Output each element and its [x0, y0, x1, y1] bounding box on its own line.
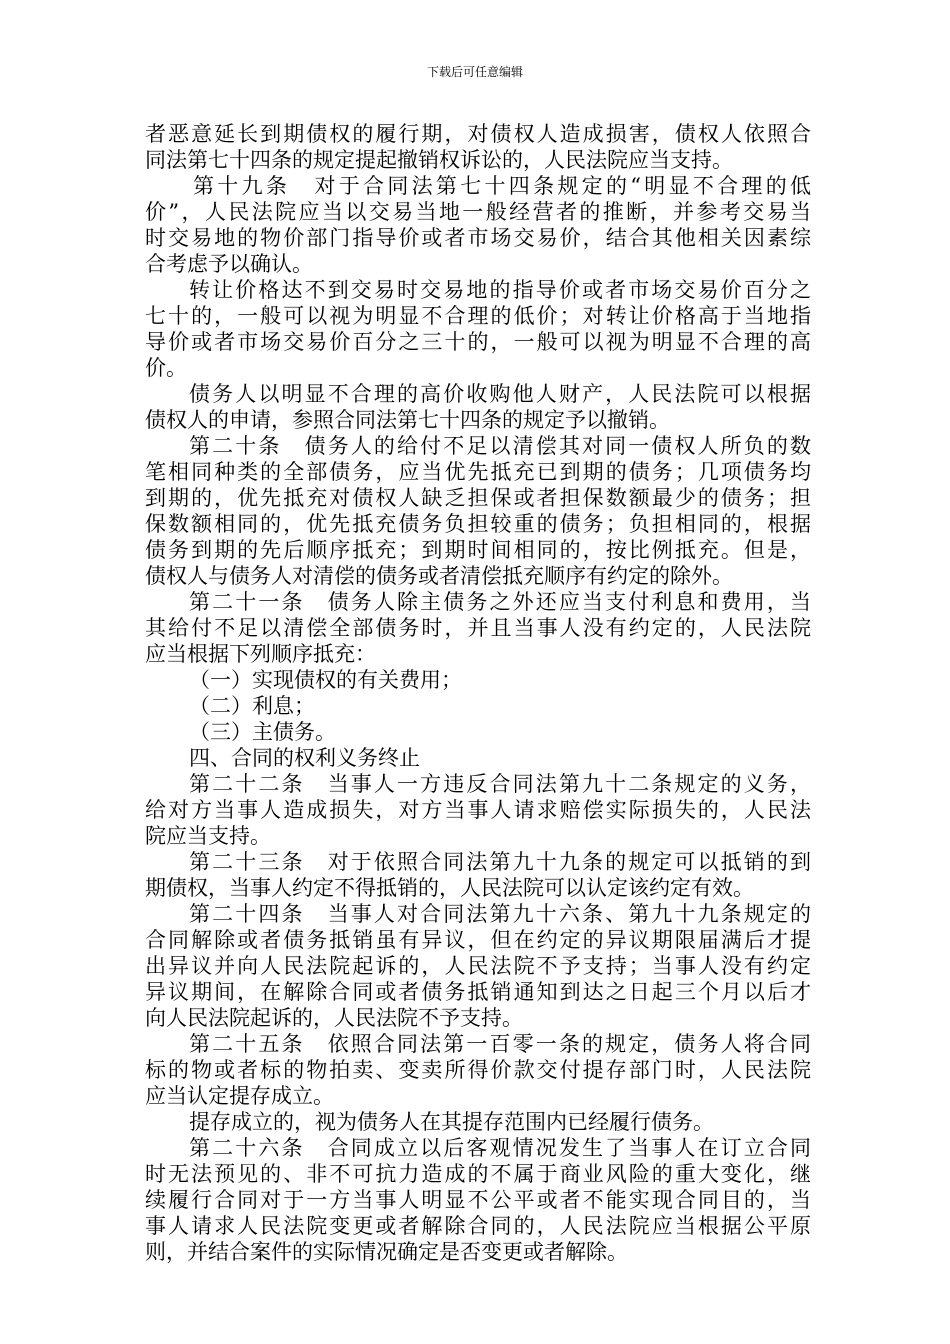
list-item — [145, 667, 811, 693]
text-line: 转让价格达不到交易时交易地的指导价或者市场交易价百分之 — [189, 278, 811, 302]
text-line: 债权人的申请，参照合同法第七十四条的规定予以撤销。 — [145, 408, 670, 432]
text-line: 异议期间，在解除合同或者债务抵销通知到达之日起三个月以后才 — [145, 980, 811, 1004]
text-line: 应当认定提存成立。 — [145, 1084, 334, 1108]
text-line: 者恶意延长到期债权的履行期，对债权人造成损害，债权人依照合 — [145, 122, 811, 146]
list-item — [145, 719, 811, 745]
text-line: 提存成立的，视为债务人在其提存范围内已经履行债务。 — [189, 1110, 714, 1134]
text-line: 标的物或者标的物拍卖、变卖所得价款交付提存部门时，人民法院 — [145, 1058, 811, 1082]
text-line: （一）实现债权的有关费用； — [189, 668, 462, 692]
text-line: 第二十一条 债务人除主债务之外还应当支付利息和费用，当 — [189, 590, 811, 614]
paragraph — [145, 381, 811, 433]
text-line: 合同解除或者债务抵销虽有异议，但在约定的异议期限届满后才提 — [145, 928, 811, 952]
paragraph — [145, 277, 811, 381]
paragraph — [145, 121, 811, 173]
text-line: 续履行合同对于一方当事人明显不公平或者不能实现合同目的，当 — [145, 1188, 811, 1212]
text-line: 第十九条 对于合同法第七十四条规定的“明显不合理的低 — [193, 174, 811, 198]
text-line: 七十的，一般可以视为明显不合理的低价；对转让价格高于当地指 — [145, 304, 811, 328]
article-25 — [145, 1031, 811, 1109]
paragraph — [145, 1109, 811, 1135]
text-line: 时交易地的物价部门指导价或者市场交易价，结合其他相关因素综 — [145, 226, 811, 250]
section-heading — [145, 745, 811, 771]
page-header-note: 下载后可任意编辑 — [426, 65, 523, 79]
text-line: 向人民法院起诉的，人民法院不予支持。 — [145, 1006, 523, 1030]
text-line: 给对方当事人造成损失，对方当事人请求赔偿实际损失的，人民法 — [145, 798, 811, 822]
text-line: （二）利息； — [189, 694, 315, 718]
text-line: 第二十四条 当事人对合同法第九十六条、第九十九条规定的 — [189, 902, 811, 926]
document-body — [145, 121, 811, 1265]
text-line: 第二十二条 当事人一方违反合同法第九十二条规定的义务， — [189, 772, 811, 796]
text-line: 笔相同种类的全部债务，应当优先抵充已到期的债务；几项债务均 — [145, 460, 811, 484]
text-line: 价。 — [145, 356, 187, 380]
text-line: 院应当支持。 — [145, 824, 271, 848]
text-line: （三）主债务。 — [189, 720, 336, 744]
article-26 — [145, 1135, 811, 1265]
article-23 — [145, 849, 811, 901]
text-line: 第二十六条 合同成立以后客观情况发生了当事人在订立合同 — [189, 1136, 811, 1160]
text-line: 则，并结合案件的实际情况确定是否变更或者解除。 — [145, 1240, 628, 1264]
article-21 — [145, 589, 811, 667]
text-line: 债务人以明显不合理的高价收购他人财产，人民法院可以根据 — [189, 382, 811, 406]
text-line: 第二十条 债务人的给付不足以清偿其对同一债权人所负的数 — [189, 434, 811, 458]
text-line: 其给付不足以清偿全部债务时，并且当事人没有约定的，人民法院 — [145, 616, 811, 640]
text-line: 到期的，优先抵充对债权人缺乏担保或者担保数额最少的债务；担 — [145, 486, 811, 510]
text-line: 事人请求人民法院变更或者解除合同的，人民法院应当根据公平原 — [145, 1214, 811, 1238]
list-item — [145, 693, 811, 719]
text-line: 第二十三条 对于依照合同法第九十九条的规定可以抵销的到 — [189, 850, 811, 874]
text-line: 债权人与债务人对清偿的债务或者清偿抵充顺序有约定的除外。 — [145, 564, 733, 588]
text-line: 价”，人民法院应当以交易当地一般经营者的推断，并参考交易当 — [145, 200, 811, 224]
article-19 — [145, 173, 811, 277]
text-line: 第二十五条 依照合同法第一百零一条的规定，债务人将合同 — [189, 1032, 811, 1056]
article-24 — [145, 901, 811, 1031]
text-line: 应当根据下列顺序抵充： — [145, 642, 376, 666]
text-line: 保数额相同的，优先抵充债务负担较重的债务；负担相同的，根据 — [145, 512, 811, 536]
text-line: 导价或者市场交易价百分之三十的，一般可以视为明显不合理的高 — [145, 330, 811, 354]
text-line: 时无法预见的、非不可抗力造成的不属于商业风险的重大变化，继 — [145, 1162, 811, 1186]
text-line: 合考虑予以确认。 — [145, 252, 313, 276]
text-line: 出异议并向人民法院起诉的，人民法院不予支持；当事人没有约定 — [145, 954, 811, 978]
article-20 — [145, 433, 811, 589]
text-line: 同法第七十四条的规定提起撤销权诉讼的，人民法院应当支持。 — [145, 148, 733, 172]
text-line: 债务到期的先后顺序抵充；到期时间相同的，按比例抵充。但是， — [145, 538, 811, 562]
article-22 — [145, 771, 811, 849]
text-line: 四、合同的权利义务终止 — [189, 746, 420, 770]
text-line: 期债权，当事人约定不得抵销的，人民法院可以认定该约定有效。 — [145, 876, 754, 900]
